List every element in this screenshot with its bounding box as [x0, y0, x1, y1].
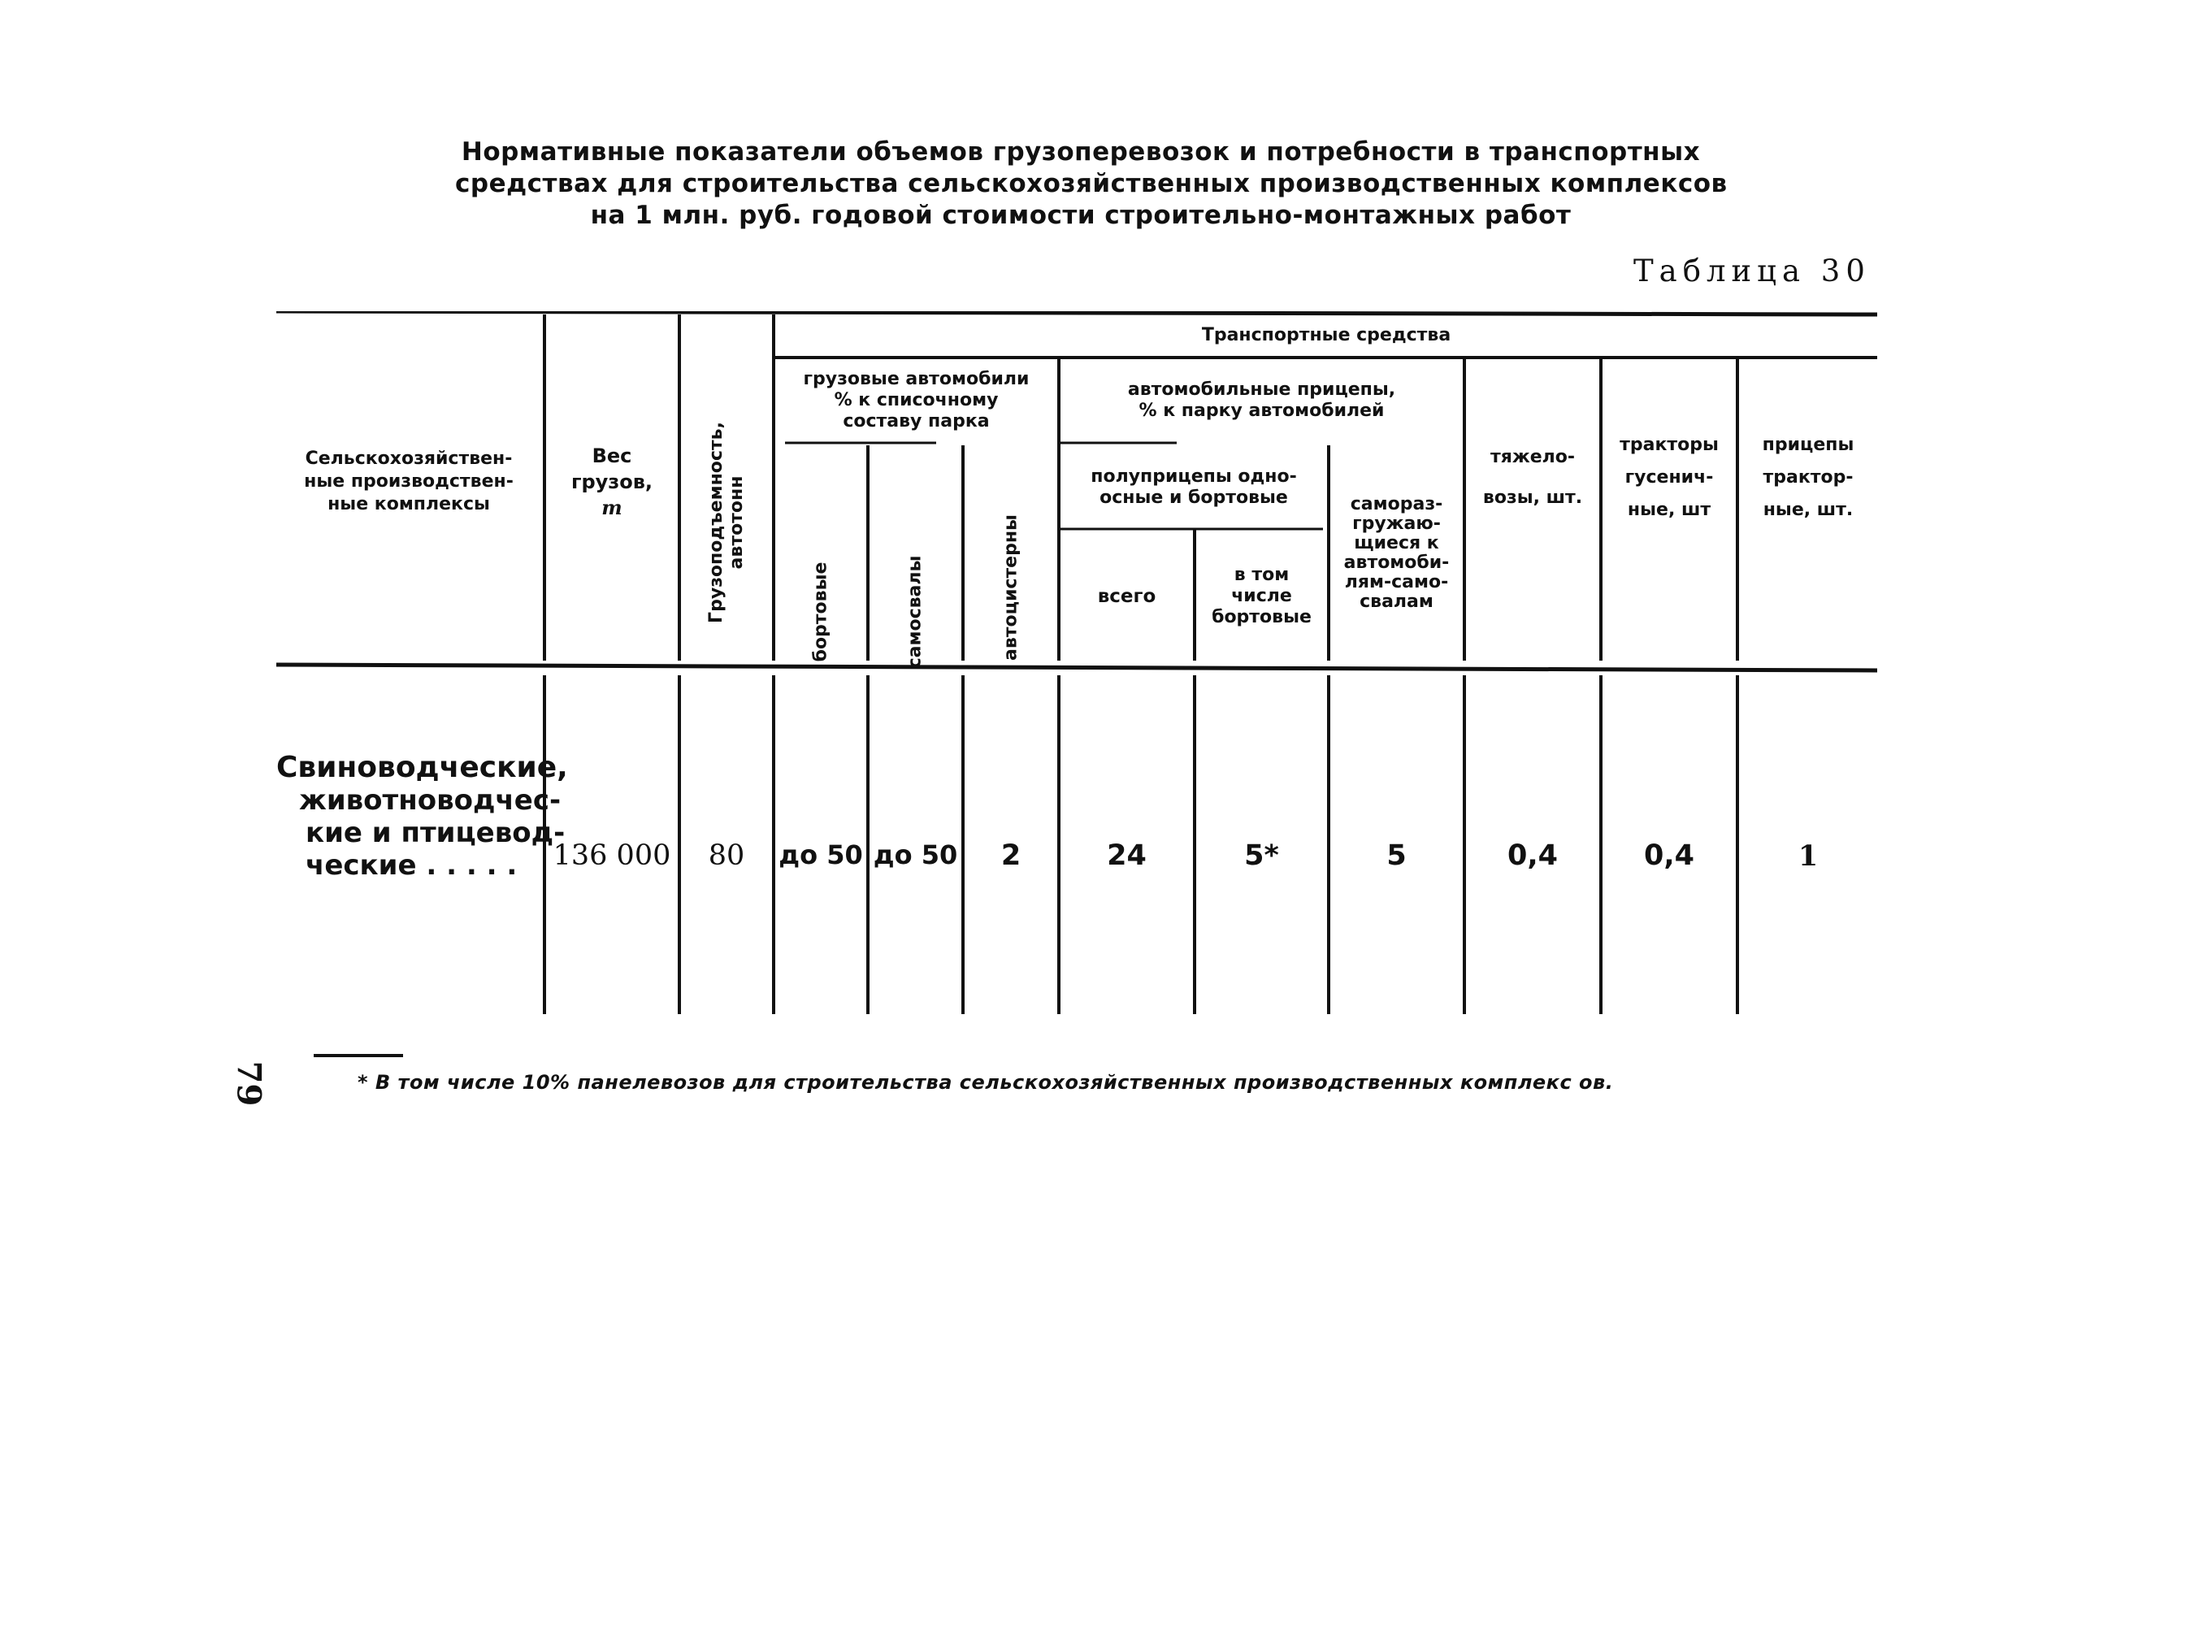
header-trailers-tractor-line: трактор-: [1763, 467, 1854, 488]
header-samosvaly: самосвалы: [904, 555, 926, 669]
header-semitrailers: [1060, 449, 1327, 526]
header-trailers-group: [1060, 360, 1463, 441]
header-trucks-line: составу парка: [843, 411, 990, 431]
header-capacity: [706, 422, 747, 623]
header-trucks-group: [775, 360, 1057, 441]
header-bortovye: бортовые: [810, 562, 831, 662]
header-heavy-line: тяжело-: [1490, 447, 1576, 467]
header-capacity-line: Грузоподъемность,: [706, 422, 726, 623]
row-name-line: Свиноводческие,: [276, 751, 568, 784]
title-line-3: на 1 млн. руб. годовой стоимости строительно-монтажных работ: [590, 201, 1572, 230]
header-weight-line: Вес: [592, 444, 632, 467]
header-tractors-line: тракторы: [1620, 435, 1719, 455]
header-incl-line: бортовые: [1212, 607, 1312, 627]
header-complexes-line: ные производствен-: [304, 471, 514, 492]
header-selfunload: [1330, 445, 1463, 661]
header-weight: [546, 425, 678, 539]
title-line-2: средствах для строительства сельскохозяйственных производственных комплексов: [455, 169, 1728, 198]
header-selfunload-line: гружаю-: [1352, 513, 1441, 534]
title-line-1: Нормативные показатели объемов грузоперевозок и потребности в транспортных: [461, 137, 1701, 167]
header-tractors-line: ные, шт: [1627, 500, 1711, 520]
header-semitrailers-line: осные и бортовые: [1099, 488, 1288, 508]
cell-samosvaly: до 50: [873, 839, 958, 870]
cell-heavy: 0,4: [1507, 839, 1558, 872]
cell-selfunload: 5: [1386, 839, 1407, 872]
header-trailers-tractor-line: прицепы: [1762, 435, 1854, 455]
header-avtotsisterny: автоцистерны: [1000, 514, 1021, 661]
header-semitrailers-line: полуприцепы одно-: [1091, 466, 1297, 487]
header-selfunload-line: самораз-: [1350, 493, 1443, 514]
row-name-line: ческие . . . . .: [306, 849, 518, 882]
header-tractors-line: гусенич-: [1624, 467, 1714, 488]
cell-capacity: 80: [708, 839, 745, 872]
header-selfunload-line: щиеся к: [1354, 532, 1439, 553]
header-incl-bort: [1196, 532, 1327, 661]
header-heavy: [1466, 433, 1599, 522]
header-tractors: [1603, 425, 1736, 531]
header-transport: Транспортные средства: [1201, 325, 1451, 345]
header-trailers-tractor-line: ные, шт.: [1763, 500, 1854, 520]
header-weight-line: грузов,: [570, 470, 653, 493]
header-complexes-line: Сельскохозяйствен-: [305, 449, 513, 469]
header-selfunload-line: лям-само-: [1344, 571, 1449, 592]
header-trailers-tractor: [1739, 425, 1877, 531]
document-title: [455, 137, 1728, 232]
header-selfunload-line: автомоби-: [1343, 552, 1450, 573]
cell-trailers-tractor: 1: [1798, 839, 1819, 873]
footnote: * В том числе 10% панелевозов для строительства сельскохозяйственных производственных комплекс ов.: [358, 1071, 1614, 1094]
header-trailers-line: автомобильные прицепы,: [1127, 379, 1396, 400]
header-heavy-line: возы, шт.: [1482, 488, 1583, 508]
cell-incl-bort: 5*: [1244, 839, 1279, 872]
row-name-line: животноводчес-: [299, 784, 562, 817]
page-number: 79: [229, 1060, 268, 1107]
cell-tractors: 0,4: [1643, 839, 1694, 872]
header-weight-unit: т: [601, 496, 622, 519]
table-label: Таблица 30: [1633, 254, 1871, 288]
header-capacity-line: автотонн: [726, 475, 747, 570]
header-complexes: [276, 425, 541, 539]
header-incl-line: в том: [1234, 565, 1290, 585]
cell-bortovye: до 50: [779, 839, 863, 870]
row-name: [276, 752, 568, 882]
footnote-rule: [314, 1054, 403, 1057]
header-incl-line: числе: [1231, 586, 1292, 606]
data-table: [276, 311, 1877, 1018]
header-trucks-line: грузовые автомобили: [803, 369, 1030, 389]
cell-avtotsisterny: 2: [1000, 839, 1021, 872]
header-trailers-line: % к парку автомобилей: [1139, 401, 1385, 421]
row-name-line: кие и птицевод-: [306, 817, 566, 849]
cell-weight: 136 000: [553, 839, 671, 872]
header-trucks-line: % к списочному: [834, 390, 999, 410]
cell-total: 24: [1107, 839, 1147, 872]
header-total: всего: [1097, 586, 1156, 607]
header-selfunload-line: свалам: [1360, 591, 1433, 612]
header-complexes-line: ные комплексы: [327, 494, 490, 514]
